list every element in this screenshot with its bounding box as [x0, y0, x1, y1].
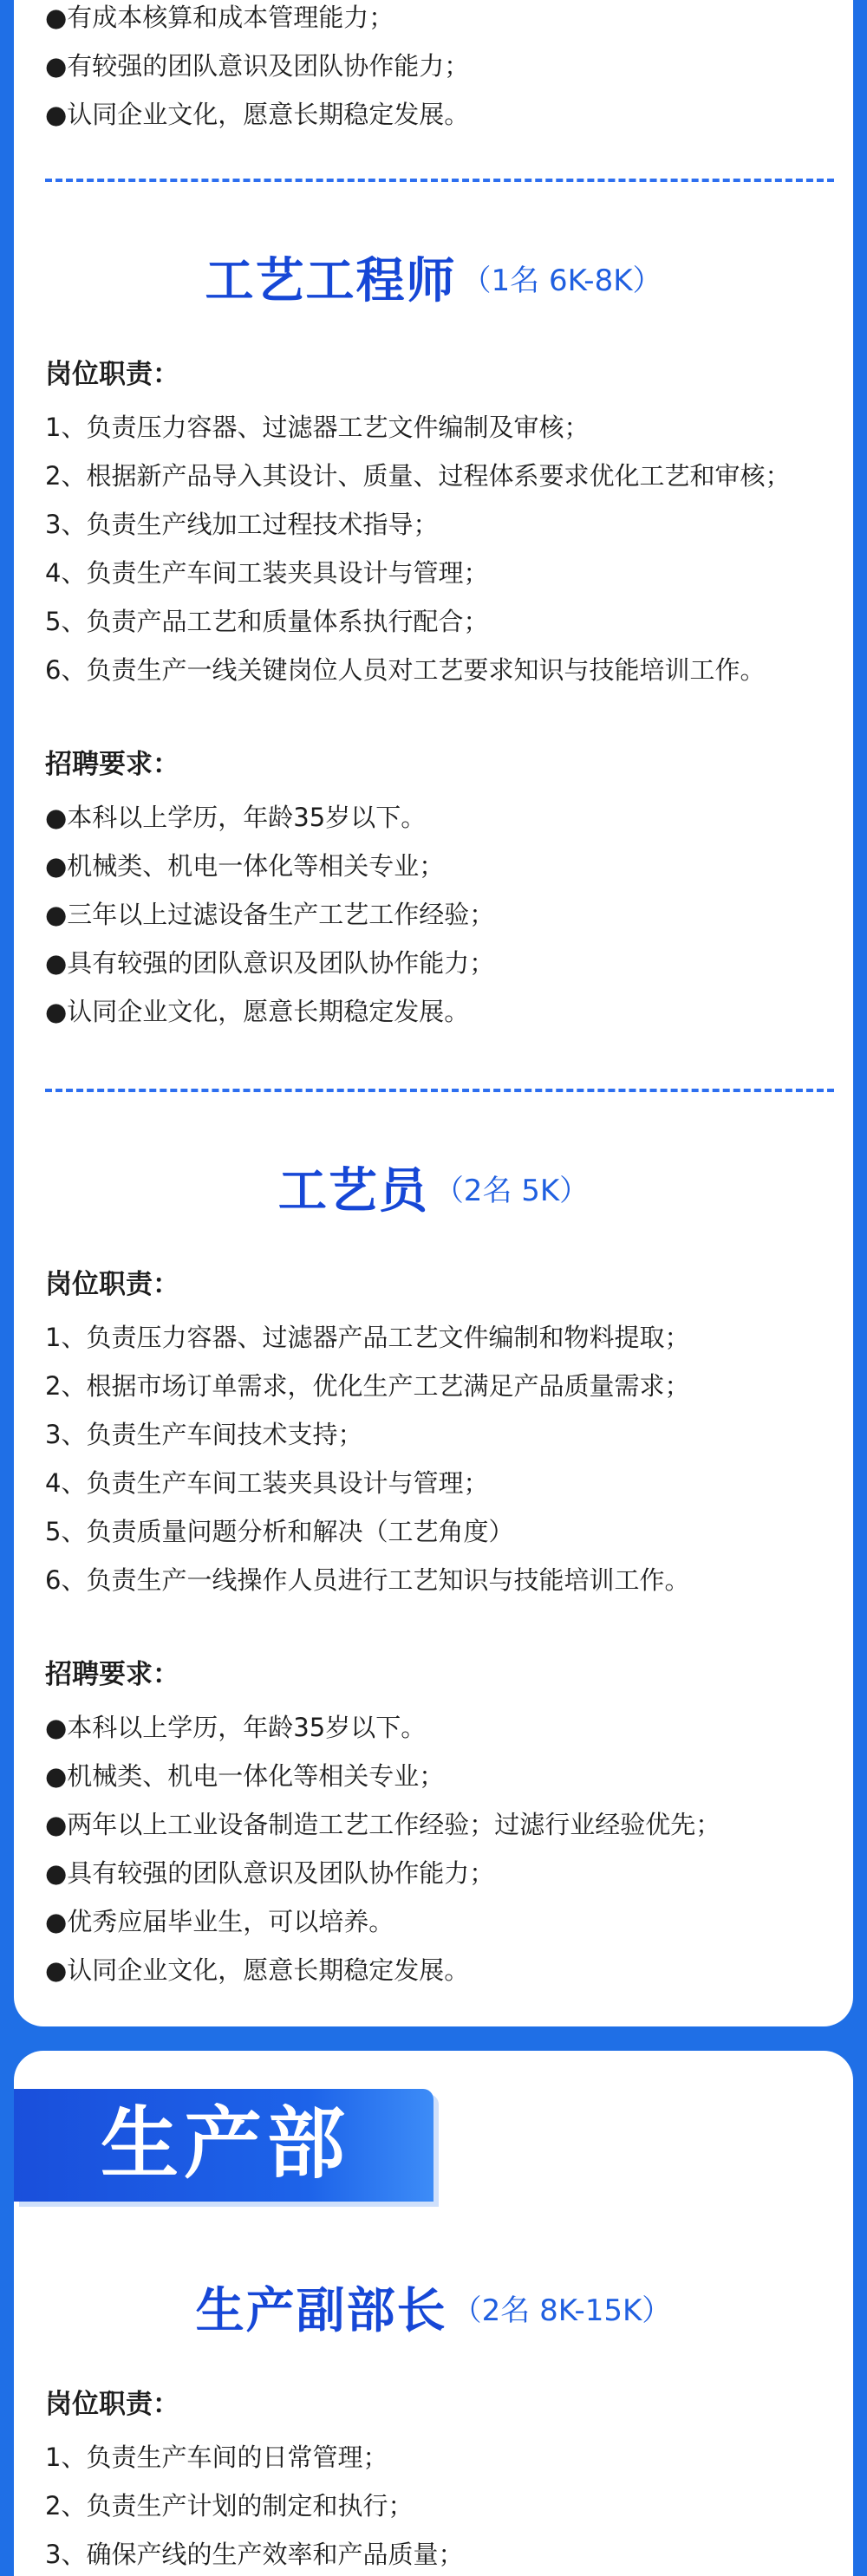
duty-item: 2、根据市场订单需求，优化生产工艺满足产品质量需求；	[45, 1371, 690, 1401]
job-headcount-salary: （1名 6K-8K）	[461, 263, 662, 298]
requirement-item: ●具有较强的团队意识及团队协作能力；	[45, 948, 495, 978]
requirement-item: ●本科以上学历，年龄35岁以下。	[45, 1713, 427, 1742]
section-divider	[45, 1089, 834, 1092]
requirement-item: ●有较强的团队意识及团队协作能力；	[45, 51, 470, 81]
duties-heading: 岗位职责：	[45, 2389, 179, 2420]
recruitment-card-production	[14, 2051, 853, 2576]
job-title-process-staff	[14, 1153, 853, 1222]
requirement-item: ●认同企业文化，愿意长期稳定发展。	[45, 997, 470, 1026]
section-divider	[45, 179, 834, 182]
requirement-item: ●两年以上工业设备制造工艺工作经验；过滤行业经验优先；	[45, 1810, 721, 1839]
duty-item: 2、负责生产计划的制定和执行；	[45, 2491, 414, 2521]
duty-item: 5、负责产品工艺和质量体系执行配合；	[45, 607, 489, 636]
requirements-heading: 招聘要求：	[45, 749, 179, 780]
duty-item: 1、负责压力容器、过滤器工艺文件编制及审核；	[45, 413, 590, 442]
job-title-process-engineer	[14, 243, 853, 312]
duty-item: 2、根据新产品导入其设计、质量、过程体系要求优化工艺和审核；	[45, 461, 791, 491]
job-name: 工艺员	[277, 1163, 429, 1220]
duty-item: 3、确保产线的生产效率和产品质量；	[45, 2540, 464, 2569]
requirement-item: ●具有较强的团队意识及团队协作能力；	[45, 1858, 495, 1888]
job-title-production-deputy	[14, 2273, 853, 2342]
duty-item: 5、负责质量问题分析和解决（工艺角度）	[45, 1517, 514, 1546]
requirement-item: ●认同企业文化，愿意长期稳定发展。	[45, 1955, 470, 1985]
job-name: 生产副部长	[195, 2283, 447, 2339]
requirement-item: ●本科以上学历，年龄35岁以下。	[45, 803, 427, 832]
requirement-item: ●三年以上过滤设备生产工艺工作经验；	[45, 900, 495, 929]
requirement-item: ●机械类、机电一体化等相关专业；	[45, 851, 445, 881]
job-headcount-salary: （2名 5K）	[434, 1173, 590, 1208]
requirement-item: ●优秀应届毕业生，可以培养。	[45, 1907, 394, 1936]
duty-item: 1、负责压力容器、过滤器产品工艺文件编制和物料提取；	[45, 1323, 690, 1352]
department-name: 生产部	[101, 2098, 350, 2189]
requirement-item: ●有成本核算和成本管理能力；	[45, 3, 394, 32]
requirement-item: ●机械类、机电一体化等相关专业；	[45, 1761, 445, 1791]
duty-item: 1、负责生产车间的日常管理；	[45, 2443, 388, 2472]
duty-item: 4、负责生产车间工装夹具设计与管理；	[45, 1468, 489, 1498]
duty-item: 6、负责生产一线操作人员进行工艺知识与技能培训工作。	[45, 1565, 690, 1595]
job-name: 工艺工程师	[205, 253, 457, 309]
recruitment-card-technical	[14, 0, 853, 2026]
requirements-heading: 招聘要求：	[45, 1659, 179, 1690]
job-headcount-salary: （2名 8K-15K）	[452, 2293, 672, 2328]
duty-item: 6、负责生产一线关键岗位人员对工艺要求知识与技能培训工作。	[45, 655, 766, 685]
duties-heading: 岗位职责：	[45, 359, 179, 390]
department-banner	[14, 2089, 434, 2202]
duties-heading: 岗位职责：	[45, 1269, 179, 1300]
duty-item: 3、负责生产车间技术支持；	[45, 1420, 363, 1449]
requirement-item: ●认同企业文化，愿意长期稳定发展。	[45, 100, 470, 129]
duty-item: 3、负责生产线加工过程技术指导；	[45, 510, 439, 539]
duty-item: 4、负责生产车间工装夹具设计与管理；	[45, 558, 489, 588]
